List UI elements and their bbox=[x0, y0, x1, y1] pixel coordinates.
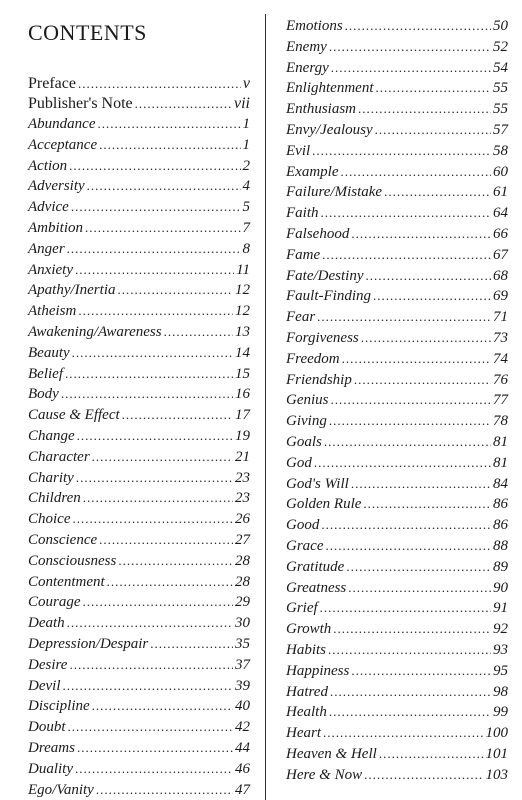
entry-label: Children bbox=[28, 490, 81, 507]
dot-leader bbox=[345, 16, 491, 37]
entry-page-number: 93 bbox=[493, 641, 508, 658]
dot-leader bbox=[326, 536, 492, 557]
dot-leader bbox=[331, 390, 492, 411]
entry-label: Duality bbox=[28, 760, 73, 777]
dot-leader bbox=[330, 682, 491, 703]
toc-entry[interactable] bbox=[286, 349, 508, 370]
entry-page-number: 52 bbox=[493, 38, 508, 55]
column-divider bbox=[265, 14, 266, 800]
toc-entry[interactable] bbox=[286, 78, 508, 99]
dot-leader bbox=[348, 578, 491, 599]
entry-label: Falsehood bbox=[286, 225, 350, 242]
toc-entry[interactable] bbox=[28, 322, 250, 343]
dot-leader bbox=[320, 598, 491, 619]
entry-label: Adversity bbox=[28, 178, 85, 195]
toc-entry[interactable] bbox=[286, 307, 508, 328]
entry-page-number: 4 bbox=[242, 178, 250, 195]
entry-page-number: 55 bbox=[493, 80, 508, 97]
toc-entry[interactable] bbox=[286, 474, 508, 495]
toc-entry[interactable] bbox=[28, 509, 250, 530]
front-matter-list bbox=[28, 74, 250, 114]
entry-label: Contentment bbox=[28, 573, 105, 590]
entry-label: Death bbox=[28, 615, 65, 632]
entry-label: Advice bbox=[28, 199, 69, 216]
entry-page-number: 28 bbox=[235, 552, 250, 569]
toc-entry[interactable] bbox=[28, 301, 250, 322]
entry-page-number: 11 bbox=[236, 261, 250, 278]
entry-label: Energy bbox=[286, 59, 329, 76]
dot-leader bbox=[322, 245, 491, 266]
toc-entry[interactable] bbox=[286, 37, 508, 58]
toc-entry[interactable] bbox=[28, 426, 250, 447]
dot-leader bbox=[329, 37, 491, 58]
toc-entry[interactable] bbox=[286, 702, 508, 723]
entry-page-number: 2 bbox=[242, 157, 250, 174]
entry-page-number: 99 bbox=[493, 704, 508, 721]
entry-label: Devil bbox=[28, 677, 61, 694]
toc-entry[interactable] bbox=[286, 432, 508, 453]
entry-page-number: 60 bbox=[493, 163, 508, 180]
dot-leader bbox=[329, 702, 491, 723]
toc-entry[interactable] bbox=[28, 218, 250, 239]
toc-entry[interactable] bbox=[286, 162, 508, 183]
entry-label: Goals bbox=[286, 433, 322, 450]
entry-page-number: 5 bbox=[242, 199, 250, 216]
toc-entry[interactable] bbox=[28, 176, 250, 197]
entry-page-number: 101 bbox=[485, 745, 508, 762]
entry-label: Desire bbox=[28, 656, 68, 673]
dot-leader bbox=[375, 78, 491, 99]
entry-label: Enlightenment bbox=[286, 80, 374, 97]
entry-page-number: 69 bbox=[493, 288, 508, 305]
entry-label: Doubt bbox=[28, 719, 66, 736]
toc-entry[interactable] bbox=[286, 598, 508, 619]
entry-label: Ambition bbox=[28, 219, 83, 236]
toc-entry[interactable] bbox=[286, 203, 508, 224]
entry-page-number: 55 bbox=[493, 101, 508, 118]
dot-leader bbox=[118, 551, 233, 572]
entry-label: Good bbox=[286, 517, 320, 534]
dot-leader bbox=[73, 509, 234, 530]
toc-entry[interactable] bbox=[286, 266, 508, 287]
dot-leader bbox=[135, 94, 232, 114]
left-column bbox=[28, 16, 250, 800]
entry-label: Change bbox=[28, 427, 75, 444]
toc-entry[interactable] bbox=[286, 578, 508, 599]
dot-leader bbox=[351, 661, 491, 682]
dot-leader bbox=[67, 239, 241, 260]
entry-label: Emotions bbox=[286, 18, 343, 34]
entry-page-number: 57 bbox=[493, 121, 508, 138]
entry-label: Faith bbox=[286, 205, 319, 222]
dot-leader bbox=[78, 301, 233, 322]
entry-label: God's Will bbox=[286, 475, 349, 492]
entry-label: Genius bbox=[286, 392, 329, 409]
dot-leader bbox=[83, 488, 233, 509]
dot-leader bbox=[314, 453, 491, 474]
entry-page-number: 73 bbox=[493, 329, 508, 346]
page-title: CONTENTS bbox=[28, 20, 147, 45]
entry-page-number: 28 bbox=[235, 573, 250, 590]
entry-page-number: 98 bbox=[493, 683, 508, 700]
toc-entry[interactable] bbox=[28, 655, 250, 676]
left-entry-list bbox=[28, 114, 250, 800]
dot-leader bbox=[328, 640, 491, 661]
dot-leader bbox=[363, 494, 491, 515]
entry-page-number: 61 bbox=[493, 184, 508, 201]
dot-leader bbox=[373, 286, 491, 307]
entry-page-number: 1 bbox=[242, 136, 250, 153]
dot-leader bbox=[164, 322, 233, 343]
entry-page-number: 29 bbox=[235, 594, 250, 611]
toc-entry[interactable] bbox=[286, 744, 508, 765]
toc-entry[interactable] bbox=[28, 364, 250, 385]
entry-label: Enemy bbox=[286, 38, 327, 55]
dot-leader bbox=[77, 426, 233, 447]
entry-label: Forgiveness bbox=[286, 329, 359, 346]
toc-entry[interactable] bbox=[28, 572, 250, 593]
entry-label: Character bbox=[28, 448, 90, 465]
dot-leader bbox=[384, 182, 491, 203]
dot-leader bbox=[76, 468, 233, 489]
toc-entry[interactable] bbox=[28, 447, 250, 468]
entry-label: Anger bbox=[28, 240, 65, 257]
entry-page-number: 86 bbox=[493, 517, 508, 534]
entry-page-number: 66 bbox=[493, 225, 508, 242]
dot-leader bbox=[324, 432, 491, 453]
entry-label: Hatred bbox=[286, 683, 328, 700]
entry-label: Apathy/Inertia bbox=[28, 282, 116, 299]
entry-label: Example bbox=[286, 163, 339, 180]
entry-label: Friendship bbox=[286, 371, 352, 388]
entry-label: Conscience bbox=[28, 531, 98, 548]
toc-entry[interactable] bbox=[286, 286, 508, 307]
entry-label: Grace bbox=[286, 537, 324, 554]
dot-leader bbox=[361, 328, 491, 349]
entry-page-number: 88 bbox=[493, 537, 508, 554]
entry-page-number: 47 bbox=[235, 781, 250, 798]
entry-page-number: 92 bbox=[493, 621, 508, 638]
entry-page-number: 26 bbox=[235, 511, 250, 528]
dot-leader bbox=[117, 280, 233, 301]
dot-leader bbox=[342, 349, 491, 370]
entry-label: Cause & Effect bbox=[28, 407, 120, 424]
toc-entry[interactable] bbox=[28, 260, 250, 281]
entry-page-number: 16 bbox=[235, 386, 250, 403]
entry-label: Grief bbox=[286, 600, 318, 617]
dot-leader bbox=[312, 141, 491, 162]
entry-page-number: 39 bbox=[235, 677, 250, 694]
toc-entry[interactable] bbox=[286, 453, 508, 474]
toc-entry[interactable] bbox=[286, 515, 508, 536]
dot-leader bbox=[99, 530, 233, 551]
entry-label: Heaven & Hell bbox=[286, 745, 377, 762]
entry-label: Fault-Finding bbox=[286, 288, 371, 305]
toc-entry[interactable] bbox=[28, 94, 250, 114]
dot-leader bbox=[92, 696, 233, 717]
dot-leader bbox=[331, 58, 491, 79]
entry-label: Courage bbox=[28, 594, 81, 611]
entry-label: Health bbox=[286, 704, 327, 721]
toc-entry[interactable] bbox=[286, 99, 508, 120]
entry-label: Gratitude bbox=[286, 558, 345, 575]
toc-entry[interactable] bbox=[286, 765, 508, 786]
toc-entry[interactable] bbox=[28, 488, 250, 509]
toc-entry[interactable] bbox=[28, 74, 250, 94]
toc-entry[interactable] bbox=[286, 557, 508, 578]
entry-page-number: 15 bbox=[235, 365, 250, 382]
entry-label: Discipline bbox=[28, 698, 90, 715]
entry-label: Habits bbox=[286, 641, 327, 658]
dot-leader bbox=[75, 759, 233, 780]
dot-leader bbox=[358, 99, 491, 120]
entry-label: Abundance bbox=[28, 116, 96, 132]
dot-leader bbox=[61, 384, 233, 405]
entry-page-number: 81 bbox=[493, 433, 508, 450]
entry-label: Freedom bbox=[286, 350, 340, 367]
entry-page-number: 58 bbox=[493, 142, 508, 159]
dot-leader bbox=[75, 260, 234, 281]
entry-page-number: 30 bbox=[235, 615, 250, 632]
dot-leader bbox=[77, 738, 233, 759]
dot-leader bbox=[346, 557, 491, 578]
entry-page-number: 46 bbox=[235, 760, 250, 777]
entry-label: Enthusiasm bbox=[286, 101, 357, 118]
dot-leader bbox=[72, 343, 233, 364]
entry-page-number: 12 bbox=[235, 303, 250, 320]
entry-page-number: 40 bbox=[235, 698, 250, 715]
toc-entry[interactable] bbox=[286, 16, 508, 37]
dot-leader bbox=[351, 224, 491, 245]
dot-leader bbox=[67, 613, 233, 634]
toc-entry[interactable] bbox=[28, 613, 250, 634]
dot-leader bbox=[69, 156, 240, 177]
entry-page-number: 84 bbox=[493, 475, 508, 492]
entry-page-number: 91 bbox=[493, 600, 508, 617]
entry-page-number: 67 bbox=[493, 246, 508, 263]
entry-label: Consciousness bbox=[28, 552, 117, 569]
entry-label: Growth bbox=[286, 621, 332, 638]
dot-leader bbox=[83, 592, 234, 613]
entry-label: Body bbox=[28, 386, 59, 403]
toc-entry[interactable] bbox=[286, 328, 508, 349]
entry-page-number: 35 bbox=[235, 635, 250, 652]
entry-page-number: 12 bbox=[235, 282, 250, 299]
toc-entry[interactable] bbox=[28, 592, 250, 613]
entry-page-number: 1 bbox=[242, 116, 250, 132]
toc-entry[interactable] bbox=[28, 135, 250, 156]
toc-entry[interactable] bbox=[286, 390, 508, 411]
toc-entry[interactable] bbox=[28, 384, 250, 405]
entry-page-number: 64 bbox=[493, 205, 508, 222]
toc-entry[interactable] bbox=[286, 120, 508, 141]
entry-page-number: 27 bbox=[235, 531, 250, 548]
dot-leader bbox=[375, 120, 491, 141]
toc-entry[interactable] bbox=[28, 780, 250, 800]
entry-page-number: 23 bbox=[235, 469, 250, 486]
entry-page-number: 17 bbox=[235, 407, 250, 424]
toc-entry[interactable] bbox=[286, 640, 508, 661]
toc-entry[interactable] bbox=[286, 723, 508, 744]
entry-page-number: 7 bbox=[242, 219, 250, 236]
entry-page-number: 89 bbox=[493, 558, 508, 575]
toc-entry[interactable] bbox=[28, 239, 250, 260]
entry-page-number: 81 bbox=[493, 454, 508, 471]
entry-label: Happiness bbox=[286, 662, 350, 679]
dot-leader bbox=[354, 370, 491, 391]
entry-label: Golden Rule bbox=[286, 496, 362, 513]
entry-label: Beauty bbox=[28, 344, 70, 361]
toc-entry[interactable] bbox=[286, 411, 508, 432]
entry-label: Here & Now bbox=[286, 766, 363, 783]
dot-leader bbox=[321, 515, 491, 536]
entry-label: Action bbox=[28, 157, 68, 174]
toc-entry[interactable] bbox=[286, 224, 508, 245]
toc-entry[interactable] bbox=[286, 494, 508, 515]
entry-page-number: 44 bbox=[235, 739, 250, 756]
entry-label: Charity bbox=[28, 469, 74, 486]
dot-leader bbox=[321, 203, 492, 224]
entry-label: Choice bbox=[28, 511, 71, 528]
entry-page-number: 13 bbox=[235, 323, 250, 340]
entry-page-number: 76 bbox=[493, 371, 508, 388]
dot-leader bbox=[323, 723, 484, 744]
entry-page-number: vii bbox=[234, 95, 250, 112]
toc-entry[interactable] bbox=[286, 245, 508, 266]
entry-label: Publisher's Note bbox=[28, 95, 133, 112]
entry-page-number: 21 bbox=[235, 448, 250, 465]
toc-entry[interactable] bbox=[286, 661, 508, 682]
toc-entry[interactable] bbox=[286, 682, 508, 703]
entry-label: Failure/Mistake bbox=[286, 184, 383, 201]
toc-entry[interactable] bbox=[28, 696, 250, 717]
entry-page-number: 23 bbox=[235, 490, 250, 507]
dot-leader bbox=[65, 364, 233, 385]
entry-label: Heart bbox=[286, 725, 321, 742]
dot-leader bbox=[97, 114, 240, 135]
toc-entry[interactable] bbox=[28, 717, 250, 738]
entry-label: Acceptance bbox=[28, 136, 98, 153]
dot-leader bbox=[364, 765, 483, 786]
entry-label: Anxiety bbox=[28, 261, 73, 278]
entry-label: Depression/Despair bbox=[28, 635, 149, 652]
toc-entry[interactable] bbox=[286, 619, 508, 640]
entry-page-number: 74 bbox=[493, 350, 508, 367]
toc-entry[interactable] bbox=[28, 156, 250, 177]
toc-entry[interactable] bbox=[28, 197, 250, 218]
toc-entry[interactable] bbox=[286, 182, 508, 203]
toc-entry[interactable] bbox=[28, 114, 250, 135]
dot-leader bbox=[317, 307, 491, 328]
toc-entry[interactable] bbox=[28, 738, 250, 759]
entry-label: Fear bbox=[286, 309, 316, 326]
entry-label: Atheism bbox=[28, 303, 77, 320]
dot-leader bbox=[351, 474, 491, 495]
entry-page-number: 68 bbox=[493, 267, 508, 284]
dot-leader bbox=[71, 197, 241, 218]
toc-entry[interactable] bbox=[28, 468, 250, 489]
entry-page-number: 77 bbox=[493, 392, 508, 409]
entry-label: Fame bbox=[286, 246, 321, 263]
entry-label: Fate/Destiny bbox=[286, 267, 364, 284]
dot-leader bbox=[107, 572, 233, 593]
toc-entry[interactable] bbox=[28, 530, 250, 551]
entry-label: Dreams bbox=[28, 739, 75, 756]
dot-leader bbox=[62, 676, 233, 697]
entry-page-number: 19 bbox=[235, 427, 250, 444]
toc-entry[interactable] bbox=[28, 405, 250, 426]
entry-page-number: 50 bbox=[493, 18, 508, 34]
entry-label: Preface bbox=[28, 75, 76, 92]
toc-entry[interactable] bbox=[286, 58, 508, 79]
entry-page-number: 103 bbox=[485, 766, 508, 783]
entry-page-number: 8 bbox=[242, 240, 250, 257]
dot-leader bbox=[329, 411, 491, 432]
entry-label: Ego/Vanity bbox=[28, 781, 94, 798]
toc-entry[interactable] bbox=[28, 280, 250, 301]
dot-leader bbox=[365, 266, 491, 287]
dot-leader bbox=[78, 74, 241, 94]
right-column bbox=[286, 16, 508, 785]
toc-entry[interactable] bbox=[286, 536, 508, 557]
dot-leader bbox=[99, 135, 240, 156]
entry-page-number: 90 bbox=[493, 579, 508, 596]
entry-page-number: v bbox=[242, 75, 250, 92]
dot-leader bbox=[92, 447, 233, 468]
dot-leader bbox=[68, 717, 234, 738]
entry-label: Belief bbox=[28, 365, 63, 382]
dot-leader bbox=[333, 619, 491, 640]
entry-label: Greatness bbox=[286, 579, 347, 596]
entry-page-number: 14 bbox=[235, 344, 250, 361]
entry-label: God bbox=[286, 454, 312, 471]
dot-leader bbox=[87, 176, 241, 197]
entry-label: Evil bbox=[286, 142, 311, 159]
right-entry-list bbox=[286, 16, 508, 785]
entry-page-number: 54 bbox=[493, 59, 508, 76]
entry-page-number: 86 bbox=[493, 496, 508, 513]
dot-leader bbox=[85, 218, 241, 239]
toc-entry[interactable] bbox=[28, 343, 250, 364]
entry-page-number: 78 bbox=[493, 413, 508, 430]
dot-leader bbox=[379, 744, 484, 765]
dot-leader bbox=[340, 162, 491, 183]
toc-entry[interactable] bbox=[286, 370, 508, 391]
entry-label: Giving bbox=[286, 413, 327, 430]
toc-entry[interactable] bbox=[28, 676, 250, 697]
entry-page-number: 100 bbox=[485, 725, 508, 742]
toc-entry[interactable] bbox=[286, 141, 508, 162]
entry-page-number: 37 bbox=[235, 656, 250, 673]
entry-page-number: 42 bbox=[235, 719, 250, 736]
entry-label: Envy/Jealousy bbox=[286, 121, 373, 138]
toc-entry[interactable] bbox=[28, 551, 250, 572]
dot-leader bbox=[96, 780, 233, 800]
dot-leader bbox=[69, 655, 233, 676]
dot-leader bbox=[150, 634, 233, 655]
entry-page-number: 95 bbox=[493, 662, 508, 679]
dot-leader bbox=[122, 405, 233, 426]
toc-entry[interactable] bbox=[28, 759, 250, 780]
entry-page-number: 71 bbox=[493, 309, 508, 326]
toc-entry[interactable] bbox=[28, 634, 250, 655]
entry-label: Awakening/Awareness bbox=[28, 323, 162, 340]
